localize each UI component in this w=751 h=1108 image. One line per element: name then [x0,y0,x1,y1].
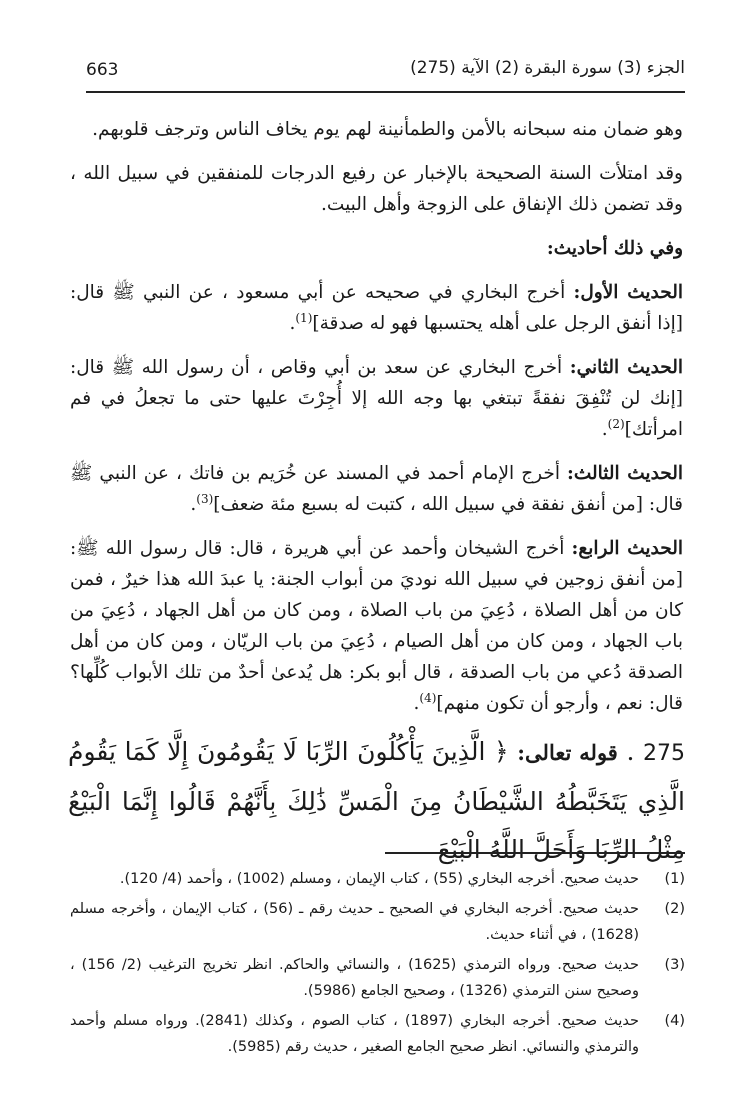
footnote-item [70,1008,685,1060]
footnote-text: حديث صحيح. أخرجه البخاري في الصحيح ـ حديث رقم ـ (56) ، كتاب الإيمان ، وأخرجه مسلم (1628) ، في أثناء حديث. [70,901,639,943]
hadith-end: . [601,419,608,440]
hadith-end: . [190,494,197,515]
verse-label: قوله تعالى: [517,740,618,765]
footnote-item [70,896,685,948]
page-number: 663 [86,60,119,80]
footnote-item [70,866,685,892]
footnote-number: (1) [664,871,685,887]
footnote-text: حديث صحيح. ورواه الترمذي (1625) ، والنسائي والحاكم. انظر تخريج الترغيب (2/ 156) ، وصحيح سنن الترمذي (1326) ، وصحيح الجامع (5986). [70,957,639,999]
hadith-4 [70,533,683,719]
hadith-end: . [289,313,296,334]
hadith-1 [70,277,683,339]
footnote-ref[interactable]: (2) [607,416,625,431]
page-header [86,58,685,88]
hadith-text: أخرج البخاري عن سعد بن أبي وقاص ، أن رسول الله ﷺ قال: [إنك لن تُنْفِقَ نفقةً تبتغي بها وجه الله إلا أُجِرْتَ عليها حتى ما تجعلُ في فم امرأتك] [70,357,683,440]
hadith-label: الحديث الأول: [573,282,683,303]
footnote-ref[interactable]: (1) [295,310,313,325]
footnote-ref[interactable]: (4) [419,690,437,705]
hadith-2 [70,352,683,445]
hadith-text: أخرج الإمام أحمد في المسند عن خُرَيم بن فاتك ، عن النبي ﷺ قال: [من أنفق نفقة في سبيل الله ، كتبت له بسبع مئة ضعف] [70,463,683,515]
footnote-item [70,952,685,1004]
hadith-end: . [413,693,420,714]
footnote-ref[interactable]: (3) [196,491,214,506]
header-divider [86,91,685,93]
footnote-number: (2) [664,901,685,917]
verse-text: ﴿ الَّذِينَ يَأْكُلُونَ الرِّبَا لَا يَقُومُونَ إِلَّا كَمَا يَقُومُ الَّذِي يَتَخَبَّطُهُ الشَّيْطَانُ مِنَ الْمَسِّ ذَٰلِكَ بِأَنَّهُمْ قَالُوا إِنَّمَا الْبَيْعُ مِثْلُ الرِّبَا وَأَحَلَّ اللَّهُ الْبَيْعَ [68,737,685,864]
section-heading: وفي ذلك أحاديث: [546,238,683,259]
hadith-text: أخرج البخاري في صحيحه عن أبي مسعود ، عن النبي ﷺ قال: [إذا أنفق الرجل على أهله يحتسبها فهو له صدقة] [70,282,683,334]
footnote-divider [385,852,685,854]
footnote-text: حديث صحيح. أخرجه البخاري (1897) ، كتاب الصوم ، وكذلك (2841). ورواه مسلم وأحمد والترمذي والنسائي. انظر صحيح الجامع الصغير ، حديث رقم (5985). [70,1013,639,1055]
hadith-label: الحديث الرابع: [571,538,683,559]
verse-number: 275 [643,741,685,766]
paragraph: وهو ضمان منه سبحانه بالأمن والطمأنينة لهم يوم يخاف الناس وترجف قلوبهم. [92,119,683,140]
hadith-text: أخرج الشيخان وأحمد عن أبي هريرة ، قال: قال رسول الله ﷺ: [من أنفق زوجين في سبيل الله نوديَ من أبواب الجنة: يا عبدَ الله هذا خيرٌ ، فمن كان من أهل الصلاة ، دُعِيَ من باب الصلاة ، ومن كان من أهل الجهاد ، دُعِيَ من باب الجهاد ، ومن كان من أهل الصيام ، دُعِيَ من باب الريّان ، ومن كان من أهل الصدقة دُعي من باب الصدقة ، قال أبو بكر: هل يُدعىٰ أحدٌ من تلك الأبواب كُلِّها؟ قال: نعم ، وأرجو أن تكون منهم] [70,538,683,714]
footnote-number: (3) [664,957,685,973]
footnotes [70,866,685,1064]
main-text [70,114,683,732]
running-title: الجزء (3) سورة البقرة (2) الآية (275) [410,58,685,78]
footnote-number: (4) [664,1013,685,1029]
footnote-text: حديث صحيح. أخرجه البخاري (55) ، كتاب الإيمان ، ومسلم (1002) ، وأحمد (4/ 120). [119,871,639,887]
hadith-label: الحديث الثالث: [567,463,683,484]
hadith-3 [70,458,683,520]
hadith-label: الحديث الثاني: [569,357,684,378]
quran-verse: 275 . قوله تعالى: ﴿ الَّذِينَ يَأْكُلُونَ الرِّبَا لَا يَقُومُونَ إِلَّا كَمَا يَقُومُ الَّذِي يَتَخَبَّطُهُ الشَّيْطَانُ مِنَ الْمَسِّ ذَٰلِكَ بِأَنَّهُمْ قَالُوا إِنَّمَا الْبَيْعُ مِثْلُ الرِّبَا وَأَحَلَّ اللَّهُ الْبَيْعَ [68,737,685,864]
paragraph: وقد امتلأت السنة الصحيحة بالإخبار عن رفيع الدرجات للمنفقين في سبيل الله ، وقد تضمن ذلك الإنفاق على الزوجة وأهل البيت. [70,163,683,215]
